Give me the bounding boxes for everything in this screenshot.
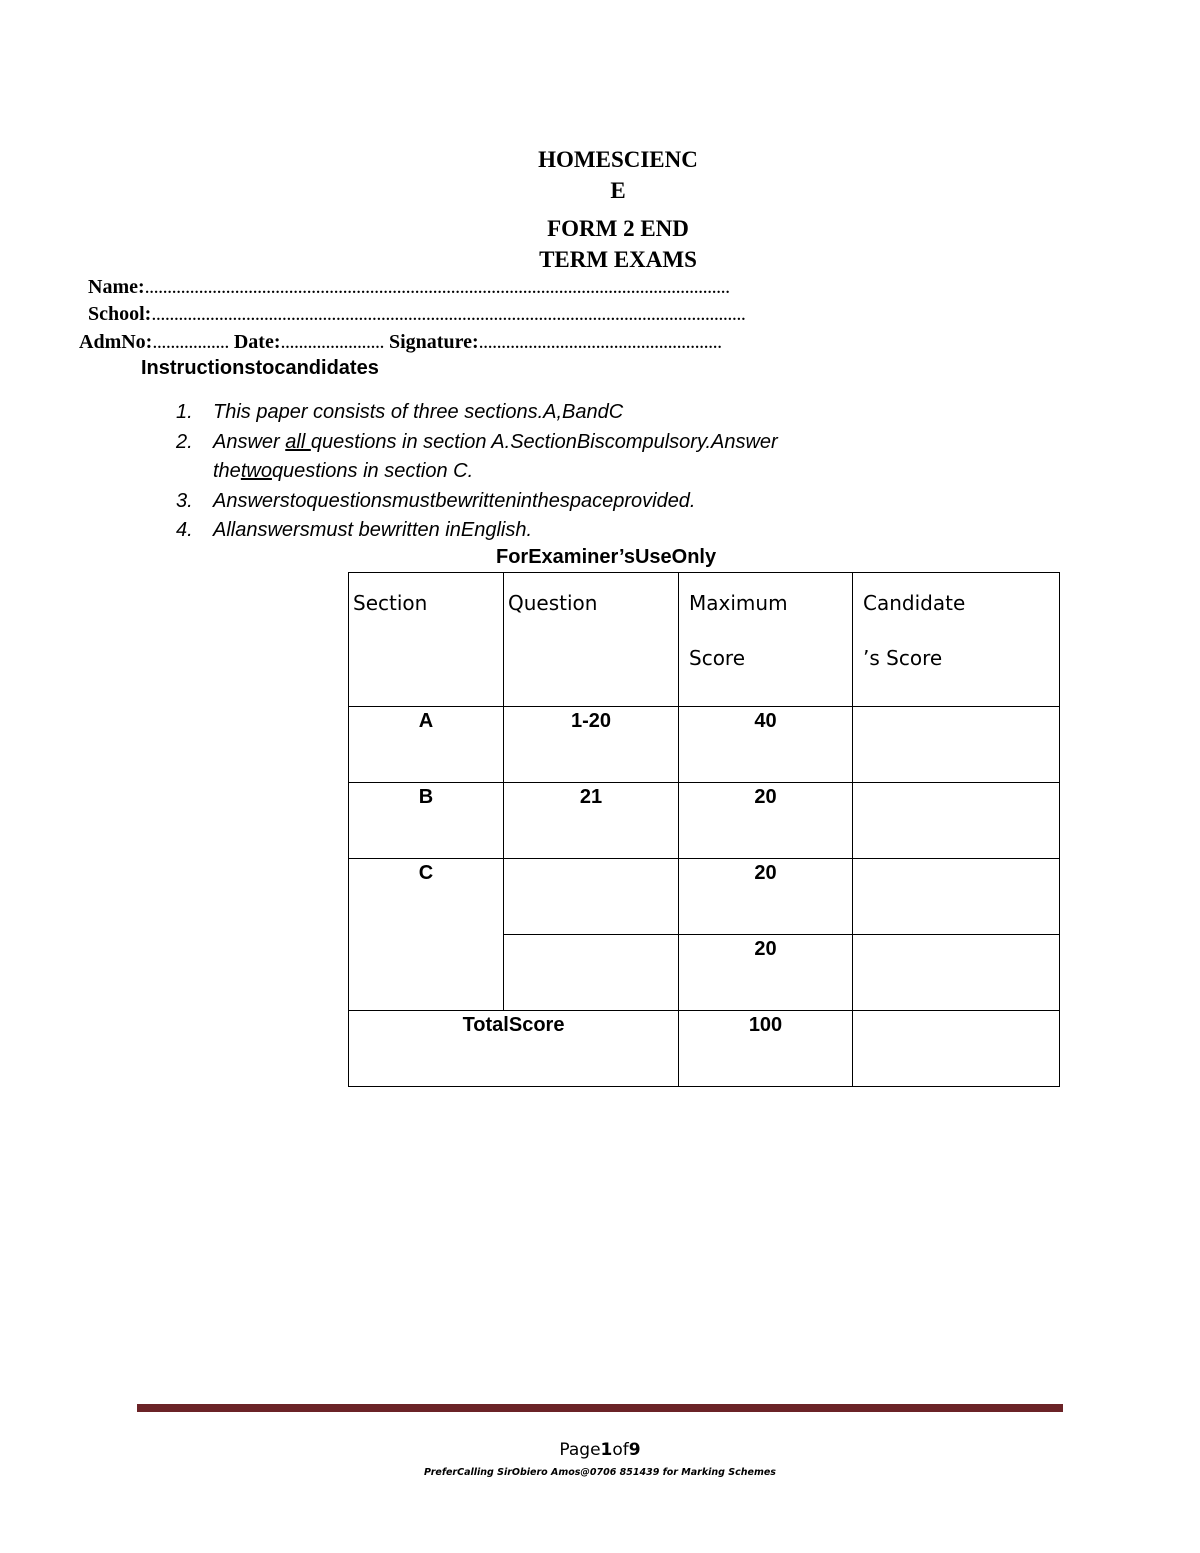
instructions-heading: Instructionstocandidates [141,357,379,379]
header-maximum-score: Maximum Score [679,573,853,707]
table-row [349,859,1060,935]
cell-candidate-score[interactable] [853,859,1060,935]
instruction-number: 3. [176,489,193,512]
school-field [88,302,745,326]
header-candidate-score: Candidate ’s Score [853,573,1060,707]
instruction-number: 2. [176,430,193,453]
cell-question: 21 [504,783,679,859]
cell-candidate-score[interactable] [853,783,1060,859]
cell-max: 20 [679,783,853,859]
cell-section: B [349,783,504,859]
instruction-number: 1. [176,401,193,423]
cell-section: A [349,707,504,783]
table-header-row [349,573,1060,707]
admission-date-signature-field [79,330,722,354]
exam-title-line-2: E [610,178,626,203]
cell-question: 1-20 [504,707,679,783]
total-label: TotalScore [349,1011,679,1087]
signature-blank: ...................................................... [478,331,722,353]
page-number: Page1of9 [559,1440,641,1460]
exam-subtitle-line-1: FORM 2 END [547,216,689,241]
cell-candidate-score[interactable] [853,935,1060,1011]
school-label: School: [88,303,152,325]
instruction-item [176,516,896,546]
instruction-text: Answerstoquestionsmustbewritteninthespaceprovided. [213,489,696,512]
instruction-item [176,428,896,487]
name-label: Name: [88,276,145,298]
school-blank: .................................................................................................................................... [151,303,746,325]
adm-label: AdmNo: [79,331,153,353]
table-row [349,783,1060,859]
cell-section: C [349,859,504,1011]
instruction-item [176,487,896,517]
instruction-text: Answer all questions in section A.SectionBiscompulsory.Answer thetwoquestions in section C. [213,430,778,482]
header-question: Question [504,573,679,707]
date-blank: ....................... [280,331,384,353]
table-total-row [349,1011,1060,1087]
cell-candidate-score[interactable] [853,707,1060,783]
cell-question [504,859,679,935]
cell-max: 20 [679,935,853,1011]
cell-question [504,935,679,1011]
cell-max: 20 [679,859,853,935]
instruction-text: This paper consists of three sections.A,BandC [213,401,624,423]
instruction-number: 4. [176,519,193,541]
header-section: Section [349,573,504,707]
cell-max: 40 [679,707,853,783]
examiner-score-table [348,572,1060,1087]
instruction-text: Allanswersmust bewritten inEnglish. [213,519,533,541]
instructions-list [176,398,896,546]
instruction-item [176,398,896,428]
name-field [88,275,730,299]
name-blank: .................................................................................................................................. [144,276,730,298]
adm-blank: ................. [152,331,229,353]
footer-divider [137,1404,1063,1412]
exam-subtitle-line-2: TERM EXAMS [539,247,697,272]
table-caption: ForExaminer’sUseOnly [496,546,717,568]
exam-title-line-1: HOMESCIENC [538,147,698,172]
table-row [349,707,1060,783]
total-candidate-score[interactable] [853,1011,1060,1087]
signature-label: Signature: [388,331,479,353]
footer-note: PreferCalling SirObiero Amos@0706 851439 for Marking Schemes [424,1467,776,1478]
date-label: Date: [228,331,281,353]
total-max: 100 [679,1011,853,1087]
